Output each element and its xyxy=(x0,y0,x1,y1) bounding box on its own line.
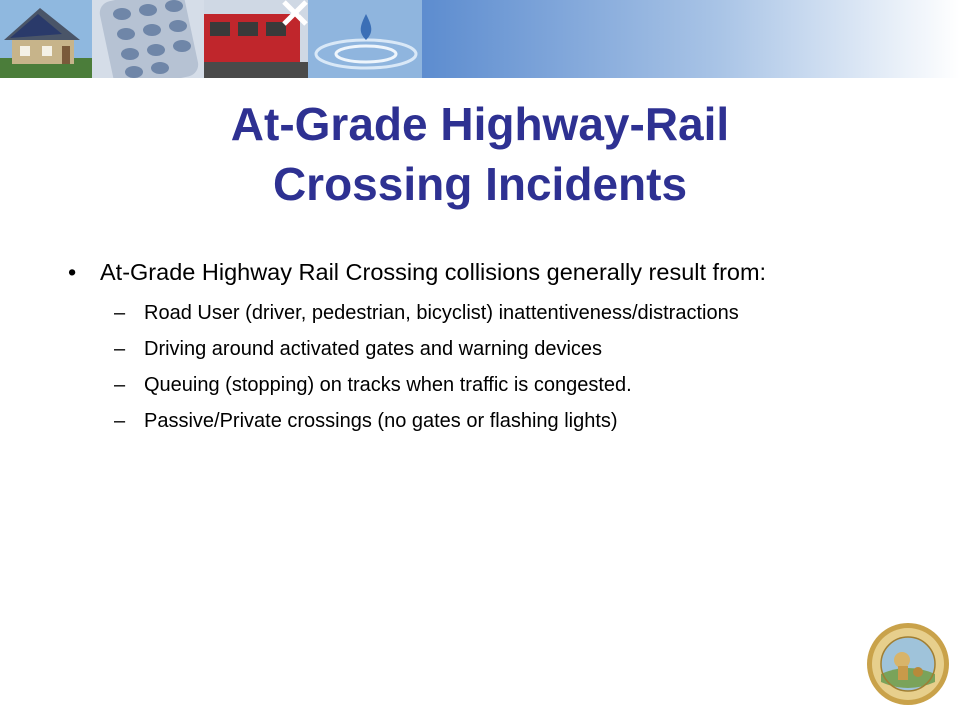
sub-bullet-item xyxy=(114,337,862,362)
slide-title xyxy=(60,94,900,214)
dash-marker: – xyxy=(114,374,126,396)
sub-bullet-item xyxy=(114,301,862,326)
bullet-list xyxy=(62,256,862,445)
sub-bullet-text: Road User (driver, pedestrian, bicyclist) inattentiveness/distractions xyxy=(144,302,739,324)
title-line-2: Crossing Incidents xyxy=(272,158,688,210)
sub-bullet-item xyxy=(114,409,862,434)
train-crossing-icon xyxy=(204,0,308,78)
sub-bullet-text: Passive/Private crossings (no gates or flashing lights) xyxy=(144,410,618,432)
water-drop-icon xyxy=(308,0,422,78)
bullet-marker: • xyxy=(68,259,77,285)
phone-keypad-icon xyxy=(92,0,204,78)
bullet-item xyxy=(62,256,862,289)
sub-bullet-text: Queuing (stopping) on tracks when traffic is congested. xyxy=(144,374,632,396)
title-line-1: At-Grade Highway-Rail xyxy=(230,98,730,150)
house-solar-icon xyxy=(0,0,92,78)
dash-marker: – xyxy=(114,302,126,324)
header-banner xyxy=(0,0,960,78)
sub-bullet-item xyxy=(114,373,862,398)
sub-bullet-text: Driving around activated gates and warning devices xyxy=(144,338,603,360)
dash-marker: – xyxy=(114,410,126,432)
bullet-text: At-Grade Highway Rail Crossing collisions generally result from: xyxy=(100,259,767,285)
sub-bullet-list xyxy=(62,301,862,434)
california-puc-seal-icon xyxy=(866,622,950,706)
dash-marker: – xyxy=(114,338,126,360)
